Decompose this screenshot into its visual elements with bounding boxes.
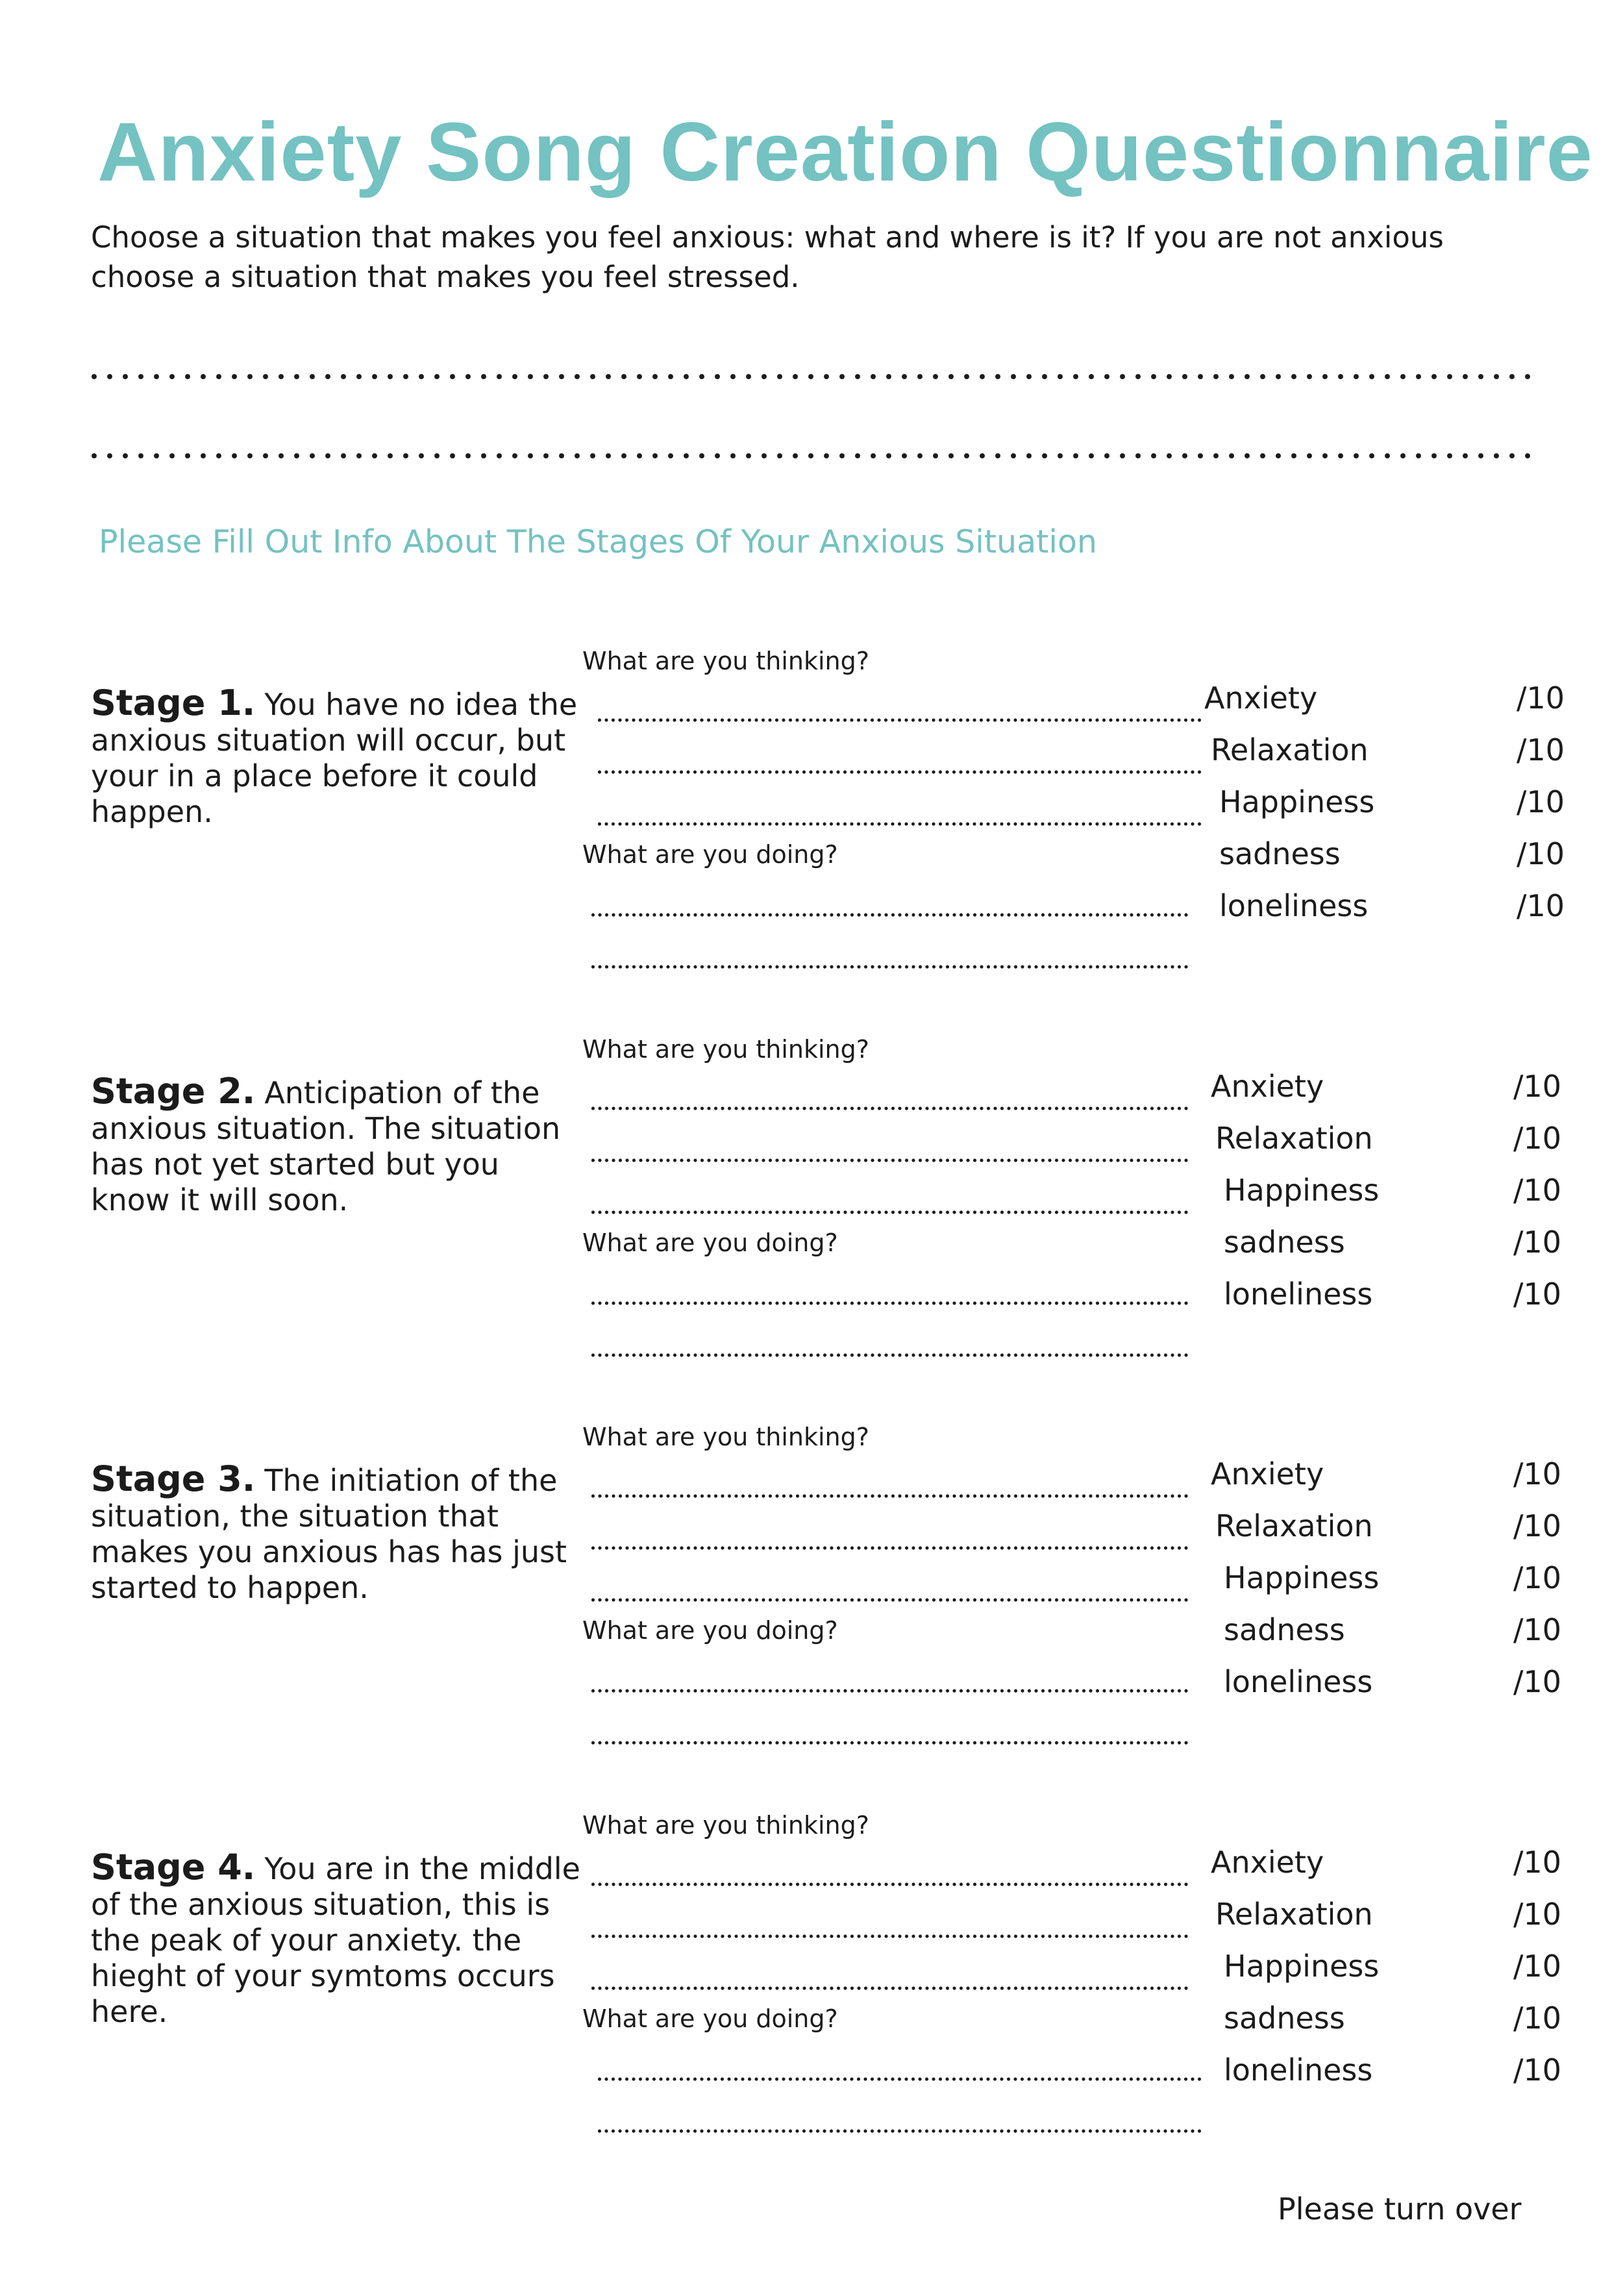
rating-scale[interactable]: /10 — [1513, 1897, 1561, 1932]
doing-answer-line[interactable] — [597, 2077, 1204, 2082]
rating-scale[interactable]: /10 — [1513, 1845, 1561, 1880]
stage-block — [0, 1034, 1623, 1372]
rating-scale[interactable]: /10 — [1513, 1277, 1561, 1312]
thinking-prompt: What are you thinking? — [582, 1423, 869, 1451]
emotion-label-happiness: Happiness — [1224, 1173, 1380, 1208]
emotion-label-happiness: Happiness — [1224, 1949, 1380, 1984]
rating-scale[interactable]: /10 — [1513, 2053, 1561, 2088]
thinking-prompt: What are you thinking? — [582, 1811, 869, 1840]
rating-scale[interactable]: /10 — [1513, 2001, 1561, 2036]
thinking-answer-line[interactable] — [591, 1882, 1191, 1887]
stage-label: Stage 3. — [91, 1458, 256, 1499]
stage-description — [91, 1849, 584, 2030]
thinking-answer-line[interactable] — [591, 1597, 1191, 1603]
thinking-answer-line[interactable] — [591, 1106, 1191, 1111]
emotion-label-relaxation: Relaxation — [1211, 732, 1369, 767]
stage-block — [0, 1422, 1623, 1760]
thinking-prompt: What are you thinking? — [582, 1035, 869, 1064]
rating-scale[interactable]: /10 — [1516, 680, 1565, 716]
stage-label: Stage 4. — [91, 1847, 256, 1888]
thinking-answer-line[interactable] — [591, 1493, 1191, 1499]
rating-scale[interactable]: /10 — [1513, 1121, 1561, 1156]
situation-answer-line[interactable] — [91, 373, 1539, 380]
emotion-label-loneliness: loneliness — [1224, 2053, 1373, 2088]
turn-over-note: Please turn over — [1278, 2191, 1522, 2227]
rating-scale[interactable]: /10 — [1513, 1664, 1561, 1699]
rating-scale[interactable]: /10 — [1513, 1069, 1561, 1104]
rating-scale[interactable]: /10 — [1516, 784, 1565, 819]
emotion-label-anxiety: Anxiety — [1204, 680, 1318, 716]
rating-scale[interactable]: /10 — [1513, 1949, 1561, 1984]
rating-scale[interactable]: /10 — [1513, 1508, 1561, 1543]
section-subtitle: Please Fill Out Info About The Stages Of Your Anxious Situation — [99, 523, 1097, 560]
emotion-label-sadness: sadness — [1219, 836, 1341, 871]
thinking-answer-line[interactable] — [591, 1545, 1191, 1551]
page-title: Anxiety Song Creation Questionnaire — [97, 106, 1593, 199]
stage-text: You are in the middle of the anxious situation, this is the peak of your anxiety. the hieght of your symtoms occurs here. — [91, 1851, 580, 2029]
situation-answer-line[interactable] — [91, 453, 1539, 459]
emotion-label-anxiety: Anxiety — [1211, 1456, 1324, 1491]
doing-answer-line[interactable] — [591, 912, 1191, 917]
doing-prompt: What are you doing? — [582, 2004, 838, 2033]
thinking-answer-line[interactable] — [591, 1158, 1191, 1163]
stage-text: You have no idea the anxious situation will occur, but your in a place before it could happen. — [91, 687, 578, 829]
doing-answer-line[interactable] — [591, 1740, 1191, 1745]
doing-answer-line[interactable] — [591, 1353, 1191, 1358]
rating-scale[interactable]: /10 — [1513, 1456, 1561, 1491]
stage-block — [0, 1810, 1623, 2148]
stage-block — [0, 646, 1623, 984]
doing-prompt: What are you doing? — [582, 840, 838, 869]
doing-prompt: What are you doing? — [582, 1616, 838, 1645]
thinking-answer-line[interactable] — [591, 1934, 1191, 1939]
doing-answer-line[interactable] — [591, 1301, 1191, 1306]
rating-scale[interactable]: /10 — [1513, 1173, 1561, 1208]
thinking-answer-line[interactable] — [597, 821, 1204, 827]
stage-description — [91, 1458, 584, 1606]
emotion-label-sadness: sadness — [1224, 1225, 1345, 1260]
emotion-label-sadness: sadness — [1224, 1612, 1345, 1647]
stage-label: Stage 1. — [91, 682, 256, 723]
stage-label: Stage 2. — [91, 1071, 256, 1112]
rating-scale[interactable]: /10 — [1516, 836, 1565, 871]
thinking-answer-line[interactable] — [591, 1210, 1191, 1215]
stage-description — [91, 682, 584, 830]
stage-description — [91, 1073, 584, 1218]
emotion-label-relaxation: Relaxation — [1215, 1897, 1373, 1932]
emotion-label-sadness: sadness — [1224, 2001, 1345, 2036]
thinking-answer-line[interactable] — [591, 1986, 1191, 1991]
rating-scale[interactable]: /10 — [1513, 1225, 1561, 1260]
doing-answer-line[interactable] — [597, 2128, 1204, 2134]
emotion-label-loneliness: loneliness — [1219, 888, 1369, 923]
rating-scale[interactable]: /10 — [1516, 732, 1565, 767]
emotion-label-loneliness: loneliness — [1224, 1664, 1373, 1699]
stage-text: Anticipation of the anxious situation. The situation has not yet started but you know it will soon. — [91, 1075, 561, 1217]
rating-scale[interactable]: /10 — [1513, 1612, 1561, 1647]
rating-scale[interactable]: /10 — [1513, 1560, 1561, 1595]
thinking-answer-line[interactable] — [597, 718, 1204, 723]
emotion-label-anxiety: Anxiety — [1211, 1845, 1324, 1880]
emotion-label-loneliness: loneliness — [1224, 1277, 1373, 1312]
doing-answer-line[interactable] — [591, 964, 1191, 969]
rating-scale[interactable]: /10 — [1516, 888, 1565, 923]
thinking-answer-line[interactable] — [597, 769, 1204, 775]
emotion-label-happiness: Happiness — [1224, 1560, 1380, 1595]
emotion-label-happiness: Happiness — [1219, 784, 1375, 819]
intro-instructions: Choose a situation that makes you feel anxious: what and where is it? If you are not anxious choose a situation that makes you feel stressed. — [91, 220, 1444, 294]
stage-text: The initiation of the situation, the situation that makes you anxious has has just started to happen. — [91, 1463, 567, 1605]
emotion-label-relaxation: Relaxation — [1215, 1508, 1373, 1543]
doing-prompt: What are you doing? — [582, 1229, 838, 1257]
emotion-label-relaxation: Relaxation — [1215, 1121, 1373, 1156]
emotion-label-anxiety: Anxiety — [1211, 1069, 1324, 1104]
doing-answer-line[interactable] — [591, 1688, 1191, 1693]
thinking-prompt: What are you thinking? — [582, 647, 869, 675]
